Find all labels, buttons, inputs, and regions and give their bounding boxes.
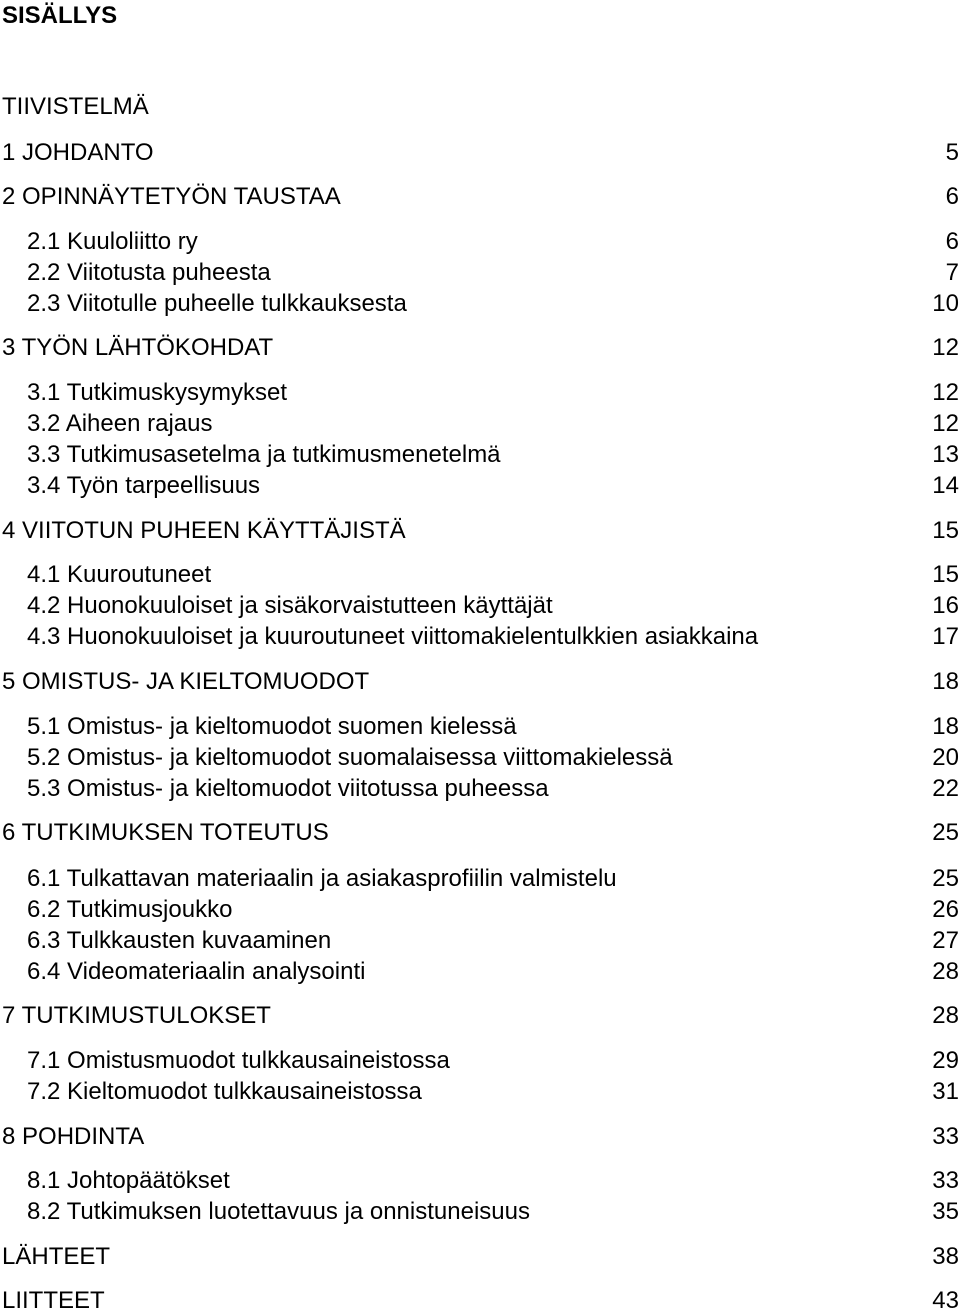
toc-row-tiivistelma — [0, 93, 960, 121]
toc-row-section-5-1 — [0, 713, 960, 741]
toc-page: 5 — [945, 139, 959, 166]
toc-label: LÄHTEET — [2, 1243, 111, 1270]
toc-page: 12 — [932, 410, 959, 437]
toc-page: 12 — [932, 379, 959, 406]
toc-row-chapter-8 — [0, 1123, 960, 1151]
toc-label: 7 TUTKIMUSTULOKSET — [2, 1002, 271, 1029]
toc-page: 31 — [932, 1078, 959, 1105]
toc-row-section-4-3 — [0, 623, 960, 651]
toc-label: LIITTEET — [2, 1287, 105, 1314]
toc-label: 4.1 Kuuroutuneet — [27, 561, 212, 588]
toc-row-section-8-2 — [0, 1198, 960, 1226]
toc-label: 6.4 Videomateriaalin analysointi — [27, 958, 366, 985]
toc-label: 6.2 Tutkimusjoukko — [27, 896, 233, 923]
toc-row-section-2-2 — [0, 259, 960, 287]
toc-label: 5.2 Omistus- ja kieltomuodot suomalaisessa viittomakielessä — [27, 744, 673, 771]
toc-label: 3.1 Tutkimuskysymykset — [27, 379, 288, 406]
toc-row-section-6-2 — [0, 896, 960, 924]
toc-row-section-5-2 — [0, 744, 960, 772]
toc-label: 5.3 Omistus- ja kieltomuodot viitotussa puheessa — [27, 775, 549, 802]
toc-page: 6 — [945, 228, 959, 255]
toc-row-chapter-2 — [0, 183, 960, 211]
toc-label: 3.4 Työn tarpeellisuus — [27, 472, 261, 499]
toc-row-section-6-1 — [0, 865, 960, 893]
toc-label: 8.1 Johtopäätökset — [27, 1167, 230, 1194]
toc-row-chapter-4 — [0, 517, 960, 545]
toc-label: 1 JOHDANTO — [2, 139, 154, 166]
toc-row-section-2-1 — [0, 228, 960, 256]
toc-page: 16 — [932, 592, 959, 619]
toc-page: 6 — [945, 183, 959, 210]
toc-label: 7.2 Kieltomuodot tulkkausaineistossa — [27, 1078, 422, 1105]
toc-page: 14 — [932, 472, 959, 499]
toc-page: 12 — [932, 334, 959, 361]
toc-page: 28 — [932, 1002, 959, 1029]
toc-row-chapter-5 — [0, 668, 960, 696]
toc-page: 25 — [932, 865, 959, 892]
toc-label: 2 OPINNÄYTETYÖN TAUSTAA — [2, 183, 341, 210]
toc-page: 18 — [932, 668, 959, 695]
toc-label: 2.3 Viitotulle puheelle tulkkauksesta — [27, 290, 407, 317]
toc-label: 8 POHDINTA — [2, 1123, 145, 1150]
toc-label: 2.2 Viitotusta puheesta — [27, 259, 271, 286]
toc-page: 33 — [932, 1167, 959, 1194]
toc-row-chapter-3 — [0, 334, 960, 362]
toc-page: 15 — [932, 561, 959, 588]
toc-page: 25 — [932, 819, 959, 846]
toc-label: 4.3 Huonokuuloiset ja kuuroutuneet viittomakielentulkkien asiakkaina — [27, 623, 759, 650]
toc-row-section-4-2 — [0, 592, 960, 620]
toc-label: 7.1 Omistusmuodot tulkkausaineistossa — [27, 1047, 450, 1074]
toc-row-chapter-1 — [0, 139, 960, 167]
toc-page: 28 — [932, 958, 959, 985]
toc-row-section-3-1 — [0, 379, 960, 407]
toc-row-section-7-1 — [0, 1047, 960, 1075]
toc-page: 35 — [932, 1198, 959, 1225]
toc-row-section-3-3 — [0, 441, 960, 469]
toc-row-section-3-2 — [0, 410, 960, 438]
toc-label: 6.3 Tulkkausten kuvaaminen — [27, 927, 332, 954]
toc-page: 17 — [932, 623, 959, 650]
toc-label: 6.1 Tulkattavan materiaalin ja asiakasprofiilin valmistelu — [27, 865, 617, 892]
toc-page: 22 — [932, 775, 959, 802]
toc-row-section-3-4 — [0, 472, 960, 500]
toc-title: SISÄLLYS — [2, 2, 118, 29]
toc-page: 15 — [932, 517, 959, 544]
toc-page: 18 — [932, 713, 959, 740]
toc-label: 8.2 Tutkimuksen luotettavuus ja onnistuneisuus — [27, 1198, 530, 1225]
toc-label: 4.2 Huonokuuloiset ja sisäkorvaistutteen käyttäjät — [27, 592, 553, 619]
toc-page: 26 — [932, 896, 959, 923]
toc-row-section-6-4 — [0, 958, 960, 986]
toc-label: 3 TYÖN LÄHTÖKOHDAT — [2, 334, 274, 361]
toc-row-lahteet — [0, 1243, 960, 1271]
toc-row-liitteet — [0, 1287, 960, 1315]
toc-label: 2.1 Kuuloliitto ry — [27, 228, 198, 255]
toc-label: TIIVISTELMÄ — [2, 93, 149, 120]
toc-label: 6 TUTKIMUKSEN TOTEUTUS — [2, 819, 329, 846]
toc-label: 3.3 Tutkimusasetelma ja tutkimusmenetelmä — [27, 441, 501, 468]
toc-page: 7 — [945, 259, 959, 286]
toc-row-section-2-3 — [0, 290, 960, 318]
toc-row-chapter-7 — [0, 1002, 960, 1030]
toc-page: 43 — [932, 1287, 959, 1314]
toc-label: 4 VIITOTUN PUHEEN KÄYTTÄJISTÄ — [2, 517, 406, 544]
toc-page: 13 — [932, 441, 959, 468]
toc-row-section-8-1 — [0, 1167, 960, 1195]
toc-page: 38 — [932, 1243, 959, 1270]
toc-page: 10 — [932, 290, 959, 317]
toc-page: 27 — [932, 927, 959, 954]
toc-label: 3.2 Aiheen rajaus — [27, 410, 213, 437]
toc-row-chapter-6 — [0, 819, 960, 847]
toc-page: 29 — [932, 1047, 959, 1074]
toc-row-section-5-3 — [0, 775, 960, 803]
toc-row-section-7-2 — [0, 1078, 960, 1106]
toc-row-section-4-1 — [0, 561, 960, 589]
toc-row-section-6-3 — [0, 927, 960, 955]
toc-page: 33 — [932, 1123, 959, 1150]
toc-label: 5 OMISTUS- JA KIELTOMUODOT — [2, 668, 370, 695]
toc-page: 20 — [932, 744, 959, 771]
toc-label: 5.1 Omistus- ja kieltomuodot suomen kielessä — [27, 713, 517, 740]
